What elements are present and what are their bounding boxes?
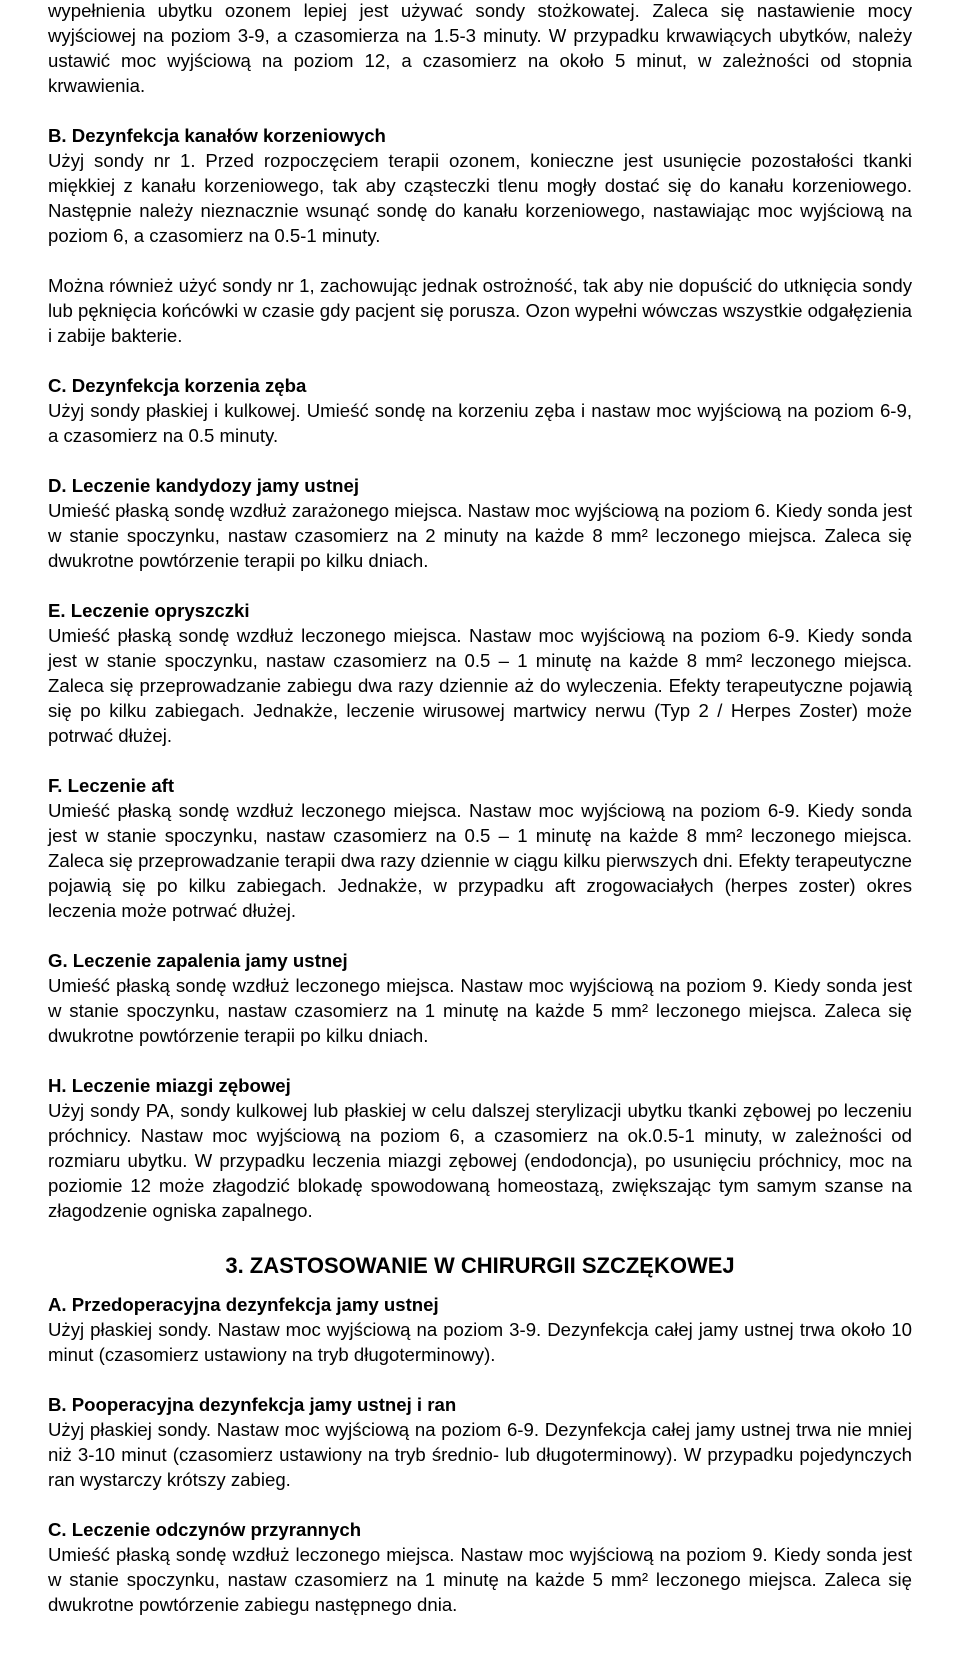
- intro-paragraph: wypełnienia ubytku ozonem lepiej jest używać sondy stożkowatej. Zaleca się nastawienie mocy wyjściowej na poziom 3-9, a czasomierza na 1.5-3 minuty. W przypadku krwawiących ubytków, należy ustawić moc wyjściową na poziom 12, a czasomierz na około 5 minut, w zależności od stopnia krwawienia.: [48, 0, 912, 96]
- section-body: Umieść płaską sondę wzdłuż zarażonego miejsca. Nastaw moc wyjściową na poziom 6. Kiedy sonda jest w stanie spoczynku, nastaw czasomierz na 2 minuty na każde 8 mm² leczonego miejsca. Zaleca się dwukrotne powtórzenie terapii po kilku dniach.: [48, 500, 912, 571]
- section-body: Umieść płaską sondę wzdłuż leczonego miejsca. Nastaw moc wyjściową na poziom 6-9. Kiedy sonda jest w stanie spoczynku, nastaw czasomierz na 0.5 – 1 minutę na każde 8 mm² leczonego miejsca. Zaleca się przeprowadzanie terapii dwa razy dziennie w ciągu kilku pierwszych dni. Efekty terapeutyczne pojawią się po kilku zabiegach. Jednakże, w przypadku aft zrogowaciałych (herpes zoster) okres leczenia może potrwać dłużej.: [48, 800, 912, 921]
- section-body: Umieść płaską sondę wzdłuż leczonego miejsca. Nastaw moc wyjściową na poziom 9. Kiedy sonda jest w stanie spoczynku, nastaw czasomierz na 1 minutę na każde 5 mm² leczonego miejsca. Zaleca się dwukrotne powtórzenie terapii po kilku dniach.: [48, 975, 912, 1046]
- section-h: [48, 1073, 912, 1223]
- section-heading: E. Leczenie opryszczki: [48, 600, 250, 621]
- section-heading: B. Pooperacyjna dezynfekcja jamy ustnej i ran: [48, 1394, 457, 1415]
- section-f: [48, 773, 912, 923]
- chapter-section-b: [48, 1392, 912, 1492]
- chapter-title: 3. ZASTOSOWANIE W CHIRURGII SZCZĘKOWEJ: [225, 1253, 735, 1278]
- section-e: [48, 598, 912, 748]
- section-g: [48, 948, 912, 1048]
- section-heading: G. Leczenie zapalenia jamy ustnej: [48, 950, 348, 971]
- section-heading: H. Leczenie miazgi zębowej: [48, 1075, 291, 1096]
- section-body: Umieść płaską sondę wzdłuż leczonego miejsca. Nastaw moc wyjściową na poziom 6-9. Kiedy sonda jest w stanie spoczynku, nastaw czasomierz na 0.5 – 1 minutę na każde 8 mm² leczonego miejsca. Zaleca się przeprowadzanie zabiegu dwa razy dziennie aż do wyleczenia. Efekty terapeutyczne pojawią się po kilku zabiegach. Jednakże, leczenie wirusowej martwicy nerwu (Typ 2 / Herpes Zoster) może potrwać dłużej.: [48, 625, 912, 746]
- section-body: Umieść płaską sondę wzdłuż leczonego miejsca. Nastaw moc wyjściową na poziom 9. Kiedy sonda jest w stanie spoczynku, nastaw czasomierz na 1 minutę na każde 5 mm² leczonego miejsca. Zaleca się dwukrotne powtórzenie zabiegu następnego dnia.: [48, 1544, 912, 1615]
- section-d: [48, 473, 912, 573]
- section-heading: B. Dezynfekcja kanałów korzeniowych: [48, 125, 386, 146]
- section-heading: F. Leczenie aft: [48, 775, 175, 796]
- section-c: [48, 373, 912, 448]
- section-body: Użyj płaskiej sondy. Nastaw moc wyjściową na poziom 6-9. Dezynfekcja całej jamy ustnej trwa nie mniej niż 3-10 minut (czasomierz ustawiony na tryb średnio- lub długoterminowy). W przypadku pojedynczych ran wystarczy krótszy zabieg.: [48, 1419, 912, 1490]
- section-heading: A. Przedoperacyjna dezynfekcja jamy ustnej: [48, 1294, 439, 1315]
- section-body: Użyj sondy nr 1. Przed rozpoczęciem terapii ozonem, konieczne jest usunięcie pozostałości tkanki miękkiej z kanału korzeniowego, tak aby cząsteczki tlenu mogły dostać się do kanału korzeniowego. Następnie należy nieznacznie wsunąć sondę do kanału korzeniowego, nastawiając moc wyjściową na poziom 6, a czasomierz na 0.5-1 minuty.: [48, 150, 912, 246]
- section-extra: Można również użyć sondy nr 1, zachowując jednak ostrożność, tak aby nie dopuścić do utknięcia sondy lub pęknięcia końcówki w czasie gdy pacjent się porusza. Ozon wypełni wówczas wszystkie odgałęzienia i zabije bakterie.: [48, 275, 913, 346]
- section-heading: C. Leczenie odczynów przyrannych: [48, 1519, 362, 1540]
- section-body: Użyj sondy PA, sondy kulkowej lub płaskiej w celu dalszej sterylizacji ubytku tkanki zębowej po leczeniu próchnicy. Nastaw moc wyjściową na poziom 6, a czasomierz na ok.0.5-1 minuty, w zależności od rozmiaru ubytku. W przypadku leczenia miazgi zębowej (endodoncja), po usunięciu próchnicy, moc na poziomie 12 może złagodzić blokadę spowodowaną homeostazą, zwiększając tym samym szanse na złagodzenie ogniska zapalnego.: [48, 1100, 912, 1221]
- chapter-section-a: [48, 1292, 912, 1367]
- section-heading: C. Dezynfekcja korzenia zęba: [48, 375, 307, 396]
- section-body: Użyj płaskiej sondy. Nastaw moc wyjściową na poziom 3-9. Dezynfekcja całej jamy ustnej trwa około 10 minut (czasomierz ustawiony na tryb długoterminowy).: [48, 1319, 912, 1365]
- section-body: Użyj sondy płaskiej i kulkowej. Umieść sondę na korzeniu zęba i nastaw moc wyjściową na poziom 6-9, a czasomierz na 0.5 minuty.: [48, 400, 912, 446]
- section-b: [48, 123, 912, 348]
- chapter-section-c: [48, 1517, 912, 1617]
- section-heading: D. Leczenie kandydozy jamy ustnej: [48, 475, 360, 496]
